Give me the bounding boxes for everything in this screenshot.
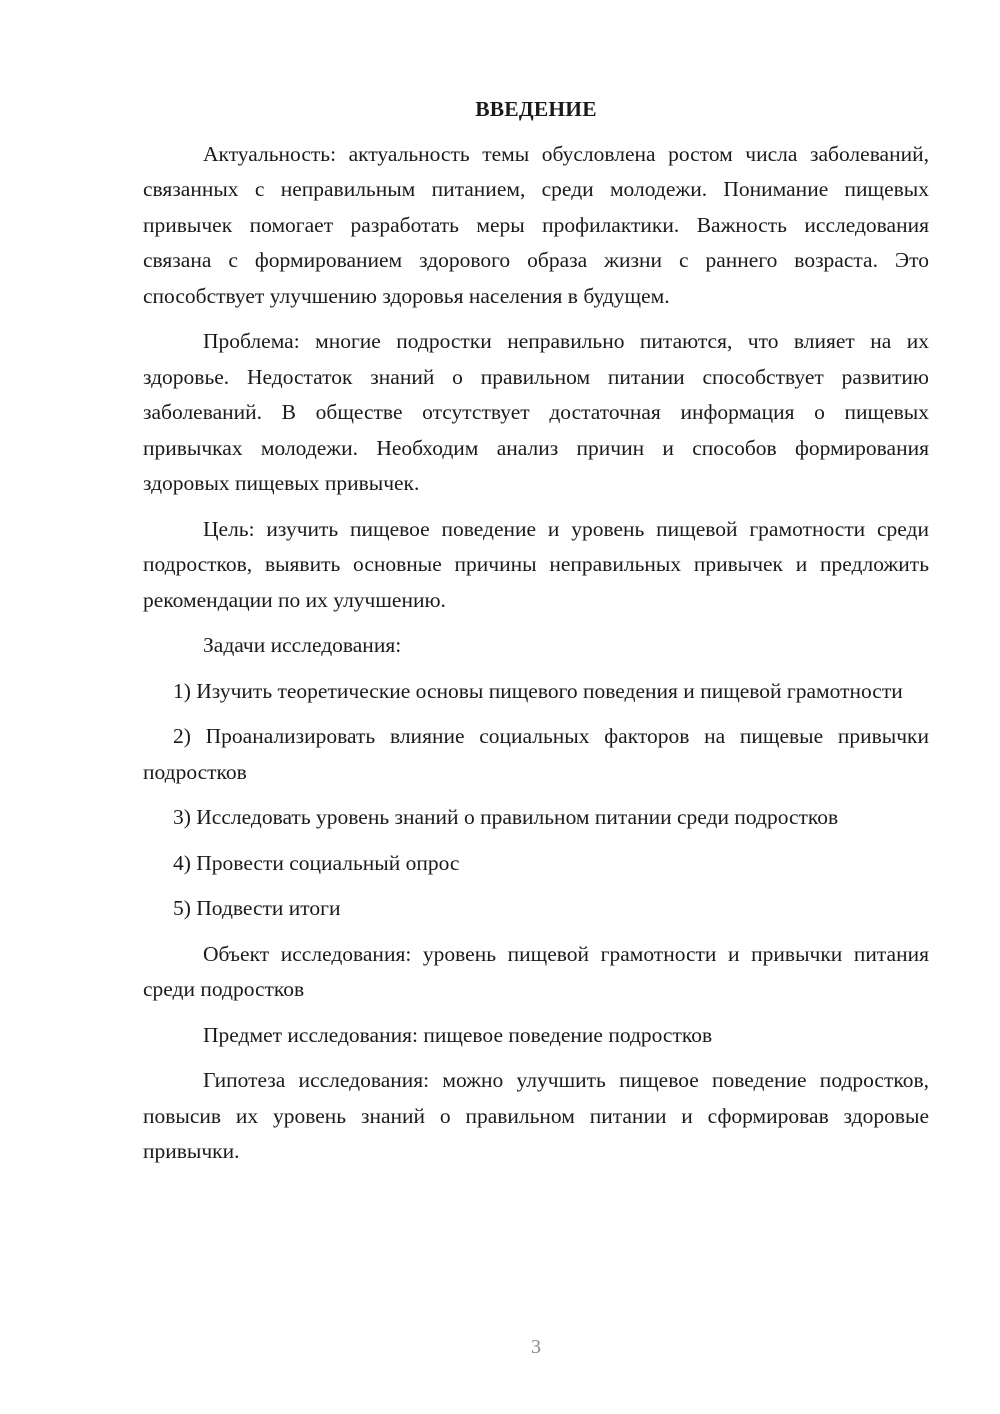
paragraph-subject: Предмет исследования: пищевое поведение подростков [203, 1022, 713, 1047]
page-content [143, 92, 929, 1180]
page-title: ВВЕДЕНИЕ [475, 97, 597, 121]
task-item-4: 4) Провести социальный опрос [173, 850, 460, 875]
task-item-3: 3) Исследовать уровень знаний о правильном питании среди подростков [173, 805, 839, 829]
tasks-heading: Задачи исследования: [203, 633, 402, 657]
paragraph-problem: Проблема: многие подростки неправильно питаются, что влияет на их здоровье. Недостаток знаний о правильном питании способствует развитию заболеваний. В обществе отсутствует достаточная информация о пищевых привычках молодежи. Необходим анализ причин и способов формирования здоровых пищевых привычек. [143, 329, 929, 495]
paragraph-relevance: Актуальность: актуальность темы обусловлена ростом числа заболеваний, связанных с неправильным питанием, среди молодежи. Понимание пищевых привычек помогает разработать меры профилактики. Важность исследования связана с формированием здорового образа жизни с раннего возраста. Это способствует улучшению здоровья населения в будущем. [143, 141, 929, 308]
paragraph-hypothesis: Гипотеза исследования: можно улучшить пищевое поведение подростков, повысив их уровень знаний о правильном питании и сформировав здоровые привычки. [143, 1068, 929, 1163]
task-item-2: 2) Проанализировать влияние социальных факторов на пищевые привычки подростков [143, 724, 929, 784]
task-item-1: 1) Изучить теоретические основы пищевого поведения и пищевой грамотности [173, 678, 903, 703]
paragraph-goal: Цель: изучить пищевое поведение и уровень пищевой грамотности среди подростков, выявить основные причины неправильных привычек и предложить рекомендации по их улучшению. [143, 516, 929, 612]
paragraph-object: Объект исследования: уровень пищевой грамотности и привычки питания среди подростков [143, 941, 929, 1001]
task-item-5: 5) Подвести итоги [173, 896, 341, 920]
page-number: 3 [531, 1336, 541, 1358]
